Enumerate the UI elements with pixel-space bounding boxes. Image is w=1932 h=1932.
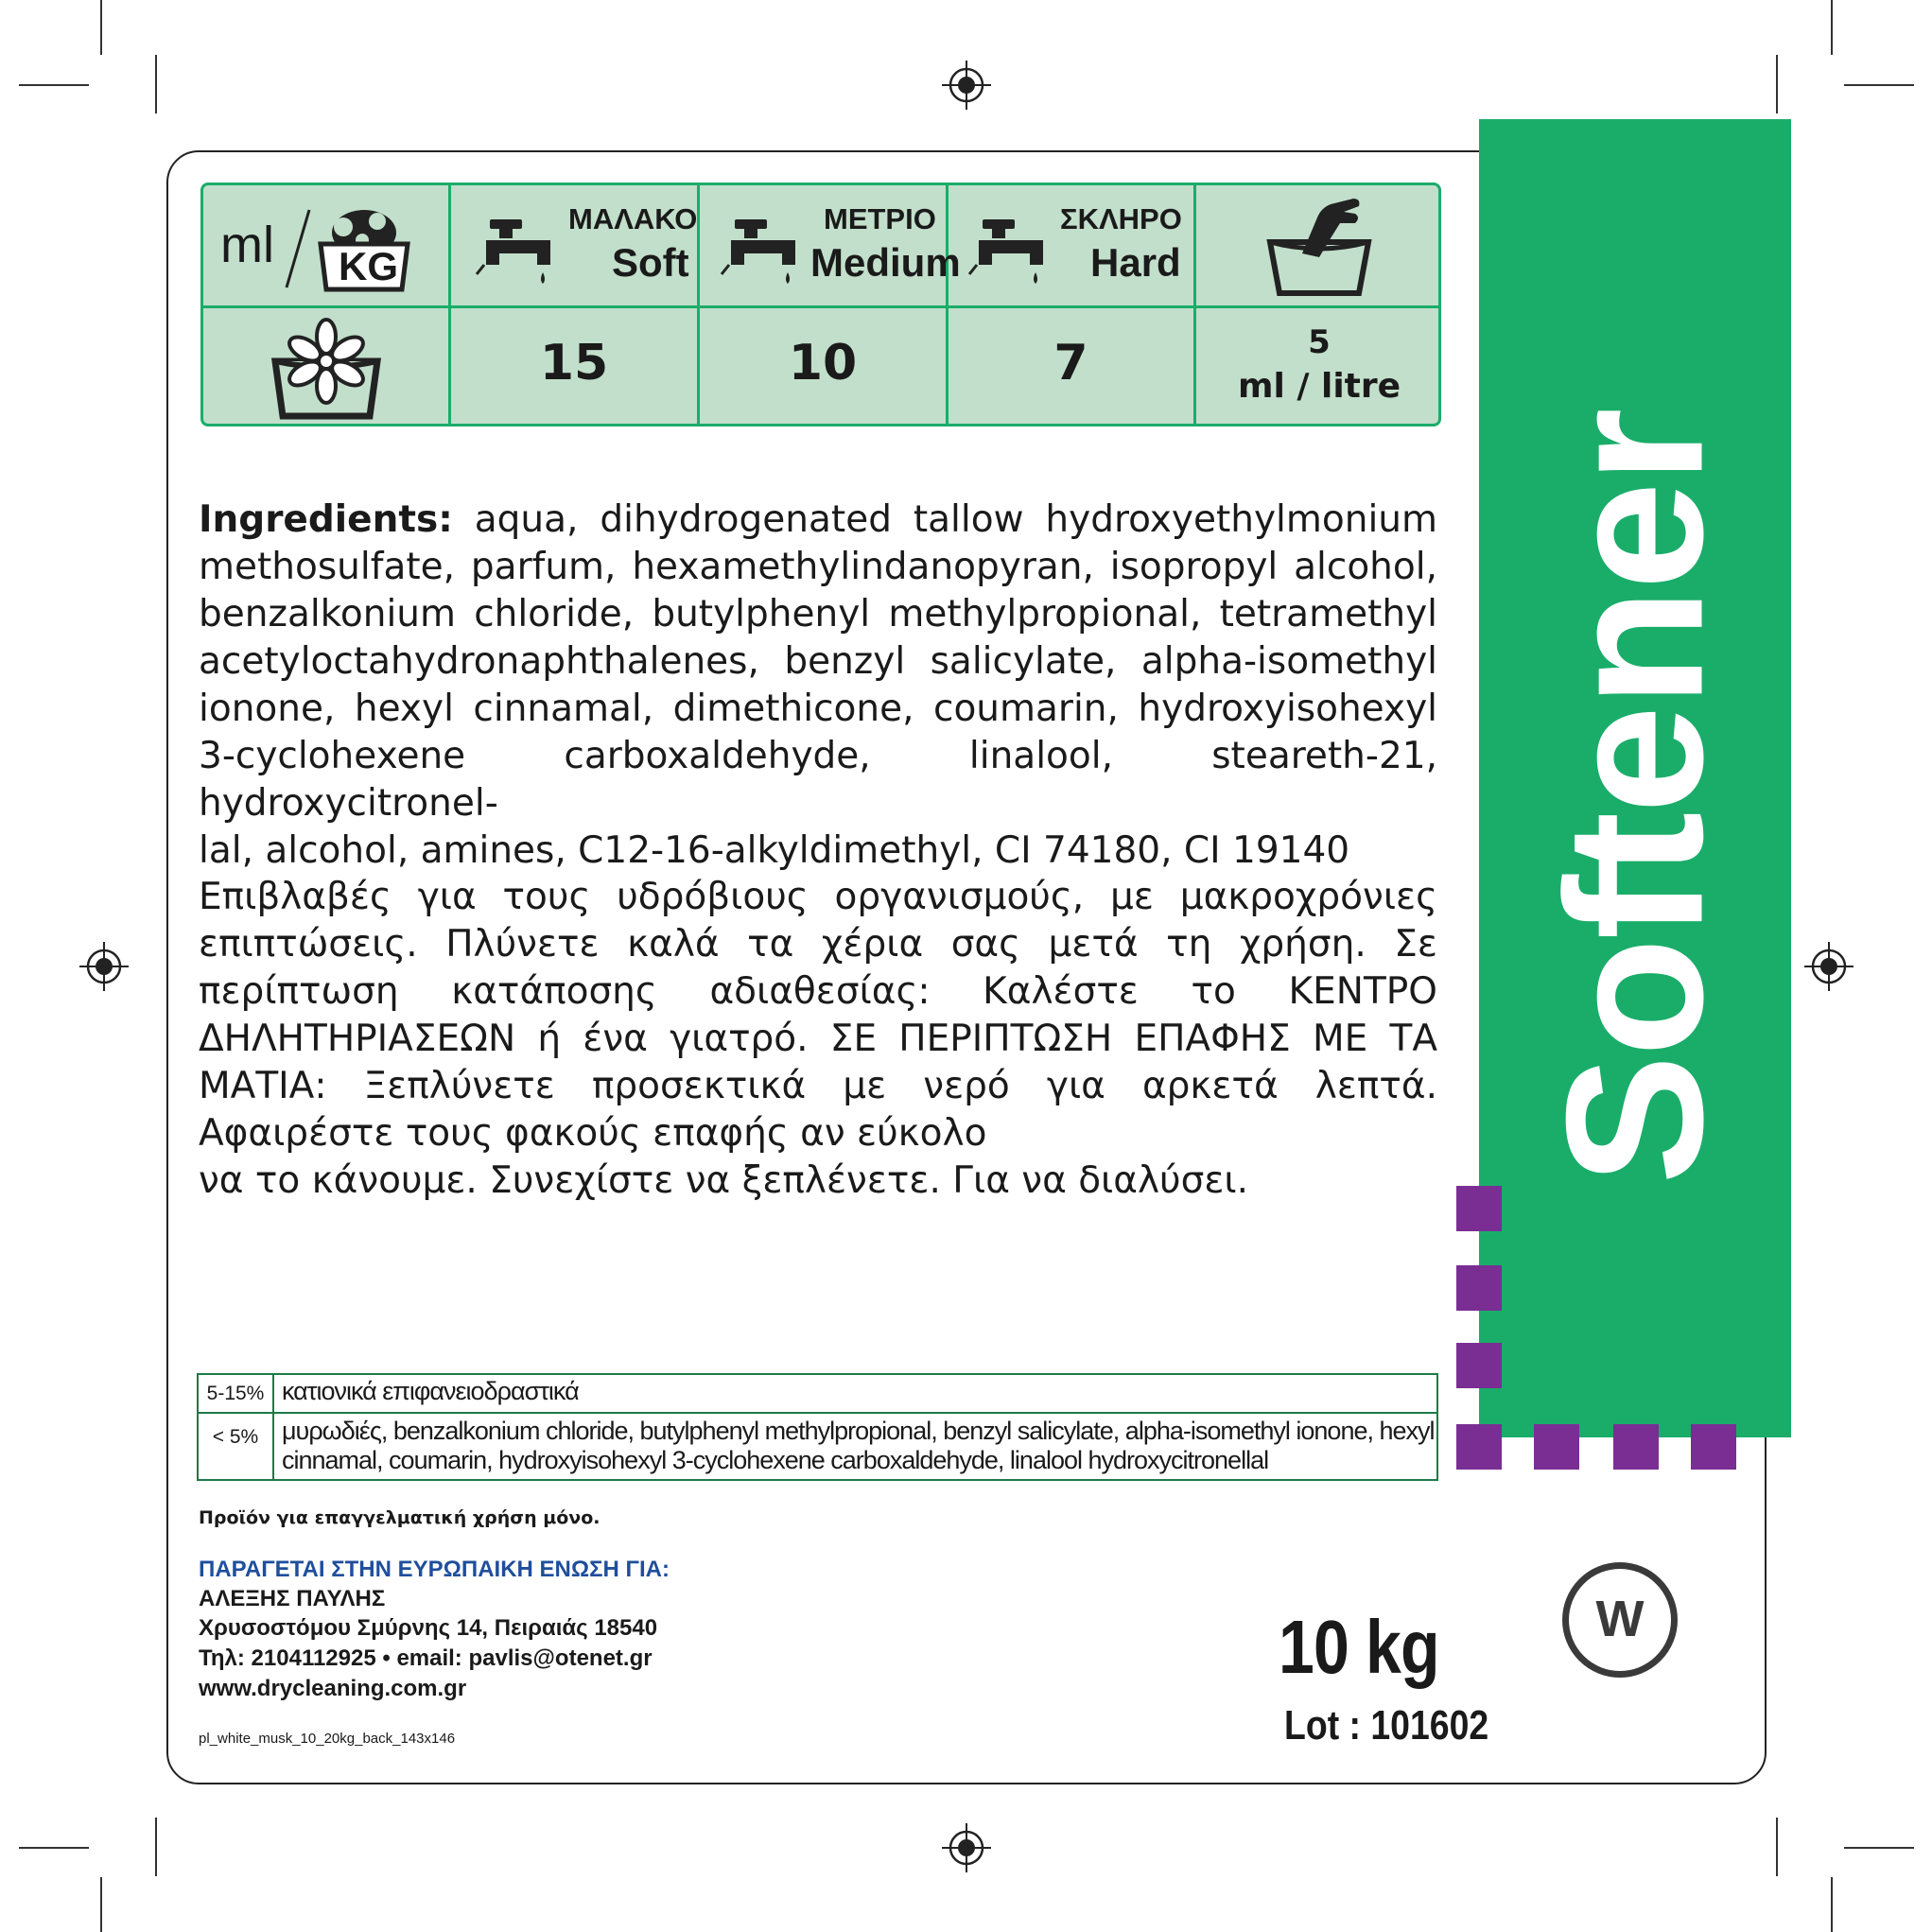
soft-dosage-value: 15 [539,335,609,392]
composition-substances: μυρωδιές, benzalkonium chloride, butylphenyl methylpropional, benzyl salicylate, alpha-isomethyl ionone, hexyl [282,1417,1435,1445]
warning-paragraph [199,874,1437,1205]
composition-range: < 5% [212,1426,259,1448]
hard-water-tap-icon [964,212,1058,297]
medium-label: Medium [810,240,961,285]
manufacturer-website: www.drycleaning.com.gr [199,1676,467,1701]
crop-mark [1844,1847,1914,1849]
hard-label: Hard [1090,240,1181,285]
crop-mark [100,1877,102,1932]
medium-label-greek: ΜΕΤΡΙΟ [824,202,936,235]
crop-mark [155,1818,157,1876]
registration-mark-icon [79,942,129,991]
decorative-square [1534,1424,1579,1470]
ml-unit: ml [220,217,274,273]
softener-flower-basin-icon [271,318,381,422]
crop-mark [1831,1877,1833,1932]
soft-label-greek: ΜΑΛΑΚΟ [568,202,698,235]
composition-range: 5-15% [206,1383,265,1404]
decorative-square [1691,1424,1736,1470]
soft-water-tap-icon [471,212,566,297]
medium-water-tap-icon [716,212,810,297]
ingredients-text-last: lal, alcohol, amines, C12-16-alkyldimethyl, CI 74180, CI 19140 [199,829,1350,872]
slash-icon [279,206,317,291]
composition-substances: κατιονικά επιφανειοδραστικά [282,1377,579,1405]
table-divider [199,1412,1436,1414]
decorative-square [1456,1186,1502,1231]
crop-mark [1844,84,1914,86]
professional-use-note: Προϊόν για επαγγελματική χρήση μόνο. [199,1507,600,1528]
dosage-table [200,183,1441,426]
net-weight: 10 kg [1279,1605,1439,1689]
crop-mark [100,0,102,55]
crop-mark [1776,1818,1778,1876]
ingredients-text: aqua, dihydrogenated tallow hydroxyethylmonium methosulfate, parfum, hexamethylindanopyran, isopropyl alcohol, benzalkonium chloride, butylphenyl methylpropional, tetramethyl acetyloctahydronaphthalenes, benzyl salicylate, alpha-isomethyl ionone, hexyl cinnamal, dimethicone, coumarin, hydroxyisohexyl 3-cyclohexene carboxaldehyde, linalool, steareth-21, hydroxycitronel- [199,498,1437,825]
ingredients-label: Ingredients: [199,498,453,541]
crop-mark [1831,0,1833,55]
hard-dosage-value: 7 [1053,335,1088,392]
manufacturer-contact: Τηλ: 2104112925 • email: pavlis@otenet.gr [199,1645,653,1671]
hand-wash-icon [1264,195,1374,299]
hard-label-greek: ΣΚΛΗΡΟ [1060,202,1182,235]
decorative-square [1613,1424,1659,1470]
crop-mark [19,84,89,86]
warning-text: Επιβλαβές για τους υδρόβιους οργανισμούς, με μακροχρόνιες επιπτώσεις. Πλύνετε καλά τα χέρια σας μετά τη χρήση. Σε περίπτωση κατάποσης αδιαθεσίας: Καλέστε το ΚΕΝΤΡΟ ΔΗΛΗΤΗΡΙΑΣΕΩΝ ή ένα γιατρό. ΣΕ ΠΕΡΙΠΤΩΣΗ ΕΠΑΦΗΣ ΜΕ ΤΑ ΜΑΤΙΑ: Ξεπλύνετε προσεκτικά με νερό για αρκετά λεπτά. Αφαιρέστε τους φακούς επαφής αν εύκολο [199,876,1437,1155]
decorative-square [1456,1424,1502,1470]
file-name: pl_white_musk_10_20kg_back_143x146 [199,1731,456,1747]
registration-mark-icon [942,1823,991,1872]
product-name: Softener [1525,409,1744,1185]
manufacturer-heading: ΠΑΡΑΓΕΤΑΙ ΣΤΗΝ ΕΥΡΩΠΑΙΚΗ ΕΝΩΣΗ ΓΙΑ: [199,1557,670,1582]
decorative-square [1456,1343,1502,1388]
composition-table [197,1373,1438,1481]
crop-mark [155,55,157,113]
composition-substances: cinnamal, coumarin, hydroxyisohexyl 3-cyclohexene carboxaldehyde, linalool hydroxycitronellal [282,1446,1269,1474]
ml-per-kg-header [203,185,448,305]
lot-number: Lot : 101602 [1284,1702,1489,1749]
registration-mark-icon [1804,942,1854,991]
crop-mark [1776,55,1778,113]
manufacturer-address: Χρυσοστόμου Σμύρνης 14, Πειραιάς 18540 [199,1615,658,1641]
w-badge-letter: W [1595,1591,1645,1647]
table-divider [203,305,1438,308]
w-badge [1562,1562,1678,1678]
hand-wash-dosage-unit: ml / litre [1237,367,1401,406]
table-divider [272,1375,274,1479]
hand-wash-dosage-value: 5 [1308,323,1331,361]
registration-mark-icon [942,61,991,110]
crop-mark [19,1847,89,1849]
warning-text-last: να το κάνουμε. Συνεχίστε να ξεπλένετε. Για να διαλύσει. [199,1159,1248,1202]
manufacturer-name: ΑΛΕΞΗΣ ΠΑΥΛΗΣ [199,1586,386,1611]
decorative-square [1456,1265,1502,1311]
ingredients-paragraph [199,496,1437,875]
medium-dosage-value: 10 [788,335,858,392]
kg-unit: KG [339,244,398,288]
soft-label: Soft [612,240,689,285]
